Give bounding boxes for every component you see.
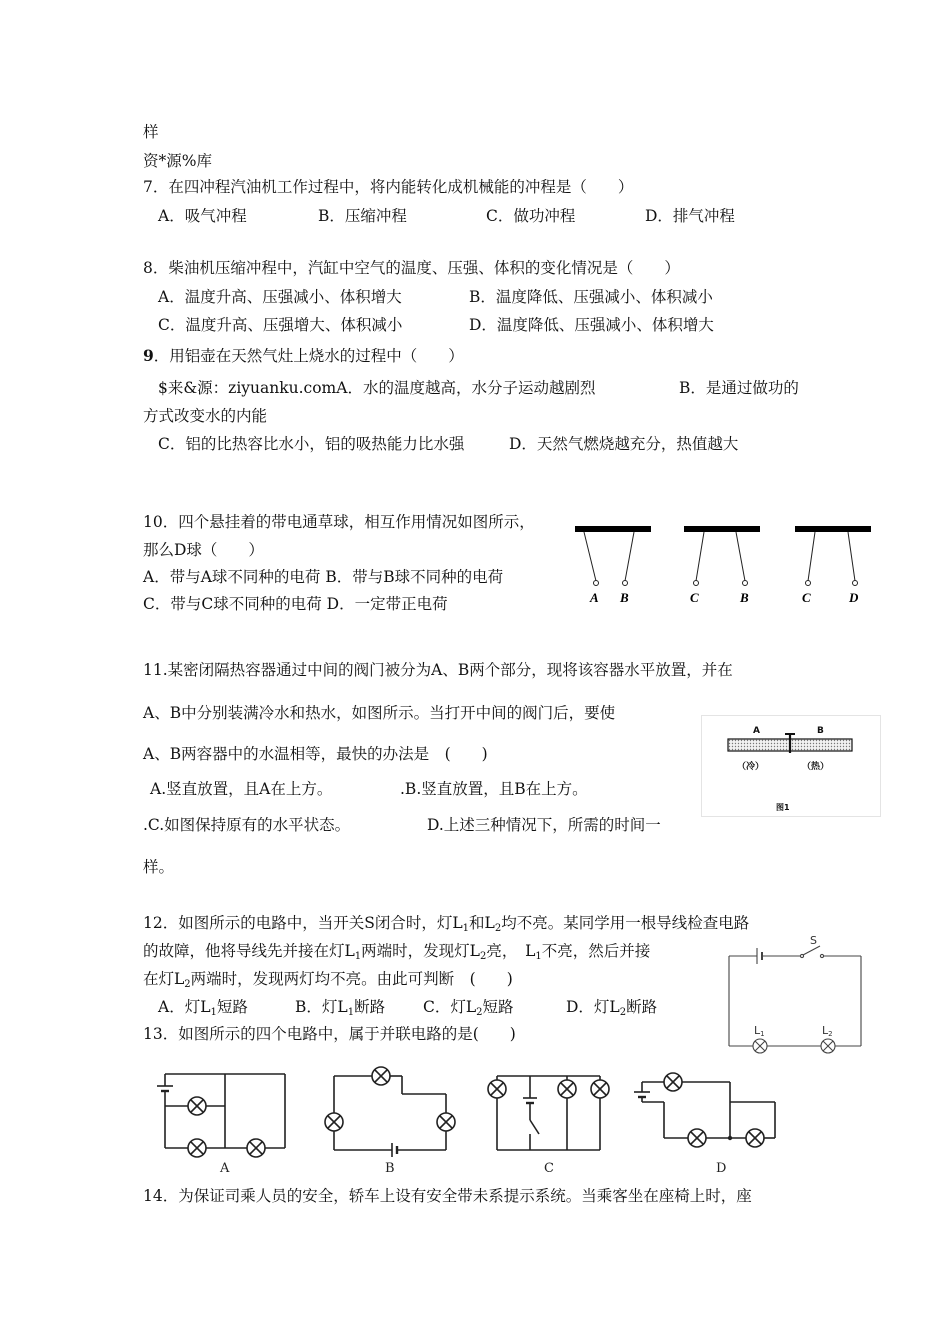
ball-label-b: B xyxy=(620,590,629,605)
lamp-label-2 xyxy=(822,1024,833,1038)
question-9-option-b-continued: 方式改变水的内能 xyxy=(143,407,268,425)
question-11-option-d-continued: 样。 xyxy=(143,858,175,876)
ball-label-b-2: B xyxy=(740,590,749,605)
subscript: 1 xyxy=(535,951,542,962)
question-9-option-c: C．铝的比热容比水小，铝的吸热能力比水强 xyxy=(158,435,465,453)
thread-a xyxy=(584,532,596,581)
question-13-stem: 13．如图所示的四个电路中，属于并联电路的是( ) xyxy=(143,1025,516,1043)
thread-c-2 xyxy=(808,532,815,581)
junction-dot xyxy=(728,1136,732,1140)
question-10-stem-2: 那么D球（ ） xyxy=(143,541,264,559)
switch-label: S xyxy=(810,934,817,947)
question-12-option-a xyxy=(158,997,248,1017)
question-14-stem: 14．为保证司乘人员的安全，轿车上设有安全带未系提示系统。当乘客坐在座椅上时，座 xyxy=(143,1187,752,1205)
circuit-label-c: C xyxy=(544,1161,554,1176)
ball-label-d: D xyxy=(849,590,859,605)
question-12-line-2-part-2: 两端时，发现灯L xyxy=(361,942,480,960)
option-text: 短路 xyxy=(482,998,514,1016)
lamp-label-2-sub: 2 xyxy=(828,1030,833,1038)
question-8-option-a: A．温度升高、压强减小、体积增大 xyxy=(158,288,402,306)
question-9-number: 9 xyxy=(143,346,154,365)
question-8-stem: 8．柴油机压缩冲程中，汽缸中空气的温度、压强、体积的变化情况是（ ） xyxy=(143,259,680,277)
question-8-option-c: C．温度升高、压强增大、体积减小 xyxy=(158,316,403,334)
lamp-label-1 xyxy=(754,1024,765,1038)
ball-d xyxy=(853,581,858,586)
question-9-stem xyxy=(143,346,464,366)
question-11-stem-2: A、B中分别装满冷水和热水，如图所示。当打开中间的阀门后，要使 xyxy=(143,704,616,722)
ball-b xyxy=(623,581,628,586)
question-11-option-c: .C.如图保持原有的水平状态。 xyxy=(143,816,351,834)
container-label-a: A xyxy=(753,726,760,736)
question-9-option-a: $来&源：ziyuanku.comA．水的温度越高，水分子运动越剧烈 xyxy=(158,379,596,397)
question-9-stem-text: ．用铝壶在天然气灶上烧水的过程中（ ） xyxy=(153,347,464,365)
option-text: B．灯L xyxy=(295,998,348,1016)
subscript: 2 xyxy=(494,923,502,934)
question-12-line-1-part-2: 和L xyxy=(469,914,495,932)
subscript: 1 xyxy=(347,1007,355,1018)
circuit-a xyxy=(155,1068,285,1178)
ball-a xyxy=(594,581,599,586)
question-9-option-b: B．是通过做功的 xyxy=(679,379,799,397)
subscript: 1 xyxy=(210,1007,217,1018)
ball-b-2 xyxy=(743,581,748,586)
thread-d xyxy=(848,532,855,581)
question-12-line-2-part-3: 亮， L xyxy=(486,942,536,960)
switch-blade xyxy=(803,946,820,955)
question-11-stem-1: 11.某密闭隔热容器通过中间的阀门被分为A、B两个部分，现将该容器水平放置，并在 xyxy=(143,661,733,679)
ball-c-2 xyxy=(806,581,811,586)
cold-label: （冷） xyxy=(737,762,765,772)
circuit-label-b: B xyxy=(385,1161,395,1176)
subscript: 2 xyxy=(619,1007,627,1018)
lamp-label-2-letter: L xyxy=(822,1024,829,1037)
question-7-option-d: D．排气冲程 xyxy=(645,207,735,225)
container-figure xyxy=(701,715,881,817)
hot-label: （热） xyxy=(802,762,830,772)
option-text: A．灯L xyxy=(158,998,211,1016)
subscript: 2 xyxy=(479,951,487,962)
question-10-options-ab: A．带与A球不同种的电荷 B．带与B球不同种的电荷 xyxy=(143,568,504,586)
switch-blade xyxy=(530,1120,539,1134)
question-11-stem-3: A、B两容器中的水温相等，最快的办法是 ( ) xyxy=(143,745,488,763)
header-fragment-1: 样 xyxy=(143,123,159,141)
circuit-c xyxy=(485,1068,615,1178)
question-12-line-1-part-3: 均不亮。某同学用一根导线检查电路 xyxy=(501,914,750,932)
circuit-label-d: D xyxy=(716,1161,727,1176)
option-text: C．灯L xyxy=(423,998,477,1016)
support-bar-2 xyxy=(684,526,760,532)
thread-c-1 xyxy=(696,532,704,581)
thread-b-2 xyxy=(736,532,745,581)
question-11-option-b: .B.竖直放置，且B在上方。 xyxy=(400,780,588,798)
question-12-line-2-part-4: 不亮，然后并接 xyxy=(541,942,651,960)
question-12-line-2-part-1: 的故障，他将导线先并接在灯L xyxy=(143,942,355,960)
question-10-options-cd: C．带与C球不同种的电荷 D．一定带正电荷 xyxy=(143,595,448,613)
subscript: 2 xyxy=(476,1007,483,1018)
question-12-line-2 xyxy=(143,941,650,961)
support-bar-1 xyxy=(575,526,651,532)
option-text: D．灯L xyxy=(566,998,620,1016)
ball-label-c-2: C xyxy=(802,590,811,605)
question-12-line-3-part-2: 两端时，发现两灯均不亮。由此可判断 ( ) xyxy=(190,970,513,988)
question-12-line-1 xyxy=(143,913,749,933)
lamp-label-1-letter: L xyxy=(754,1024,761,1037)
lamp-label-1-sub: 1 xyxy=(760,1030,765,1038)
fault-circuit-figure xyxy=(724,934,864,1054)
circuit-d xyxy=(630,1068,780,1178)
header-fragment-2: 资*源%库 xyxy=(143,152,212,170)
question-7-option-a: A．吸气冲程 xyxy=(158,207,247,225)
figure-caption: 图1 xyxy=(776,803,790,812)
circuit-b xyxy=(320,1068,455,1178)
circuit-label-a: A xyxy=(220,1161,230,1176)
hanging-balls-figure xyxy=(572,522,872,612)
question-12-line-3-part-1: 在灯L xyxy=(143,970,185,988)
question-9-option-d: D．天然气燃烧越充分，热值越大 xyxy=(509,435,739,453)
question-12-option-c xyxy=(423,997,514,1017)
thread-b xyxy=(625,532,634,581)
question-11-option-d: D.上述三种情况下，所需的时间一 xyxy=(427,816,661,834)
ball-c-1 xyxy=(694,581,699,586)
subscript: 1 xyxy=(354,951,362,962)
question-11-option-a: A.竖直放置，且A在上方。 xyxy=(150,780,333,798)
ball-label-c-1: C xyxy=(690,590,699,605)
option-text: 短路 xyxy=(216,998,248,1016)
option-text: 断路 xyxy=(626,998,658,1016)
container-label-b: B xyxy=(817,726,824,736)
support-bar-3 xyxy=(795,526,871,532)
question-8-option-b: B．温度降低、压强减小、体积减小 xyxy=(469,288,713,306)
question-8-option-d: D．温度降低、压强减小、体积增大 xyxy=(469,316,714,334)
subscript: 2 xyxy=(184,979,191,990)
question-10-stem-1: 10．四个悬挂着的带电通草球，相互作用情况如图所示， xyxy=(143,513,535,531)
question-7-stem: 7．在四冲程汽油机工作过程中，将内能转化成机械能的冲程是（ ） xyxy=(143,178,634,196)
question-7-option-b: B．压缩冲程 xyxy=(318,207,407,225)
question-12-option-b xyxy=(295,997,385,1017)
ball-label-a: A xyxy=(590,590,599,605)
question-12-option-d xyxy=(566,997,657,1017)
question-7-option-c: C．做功冲程 xyxy=(486,207,576,225)
question-12-line-3 xyxy=(143,969,513,989)
subscript: 1 xyxy=(462,923,470,934)
question-12-line-1-part-1: 12．如图所示的电路中，当开关S闭合时，灯L xyxy=(143,914,463,932)
option-text: 断路 xyxy=(354,998,386,1016)
